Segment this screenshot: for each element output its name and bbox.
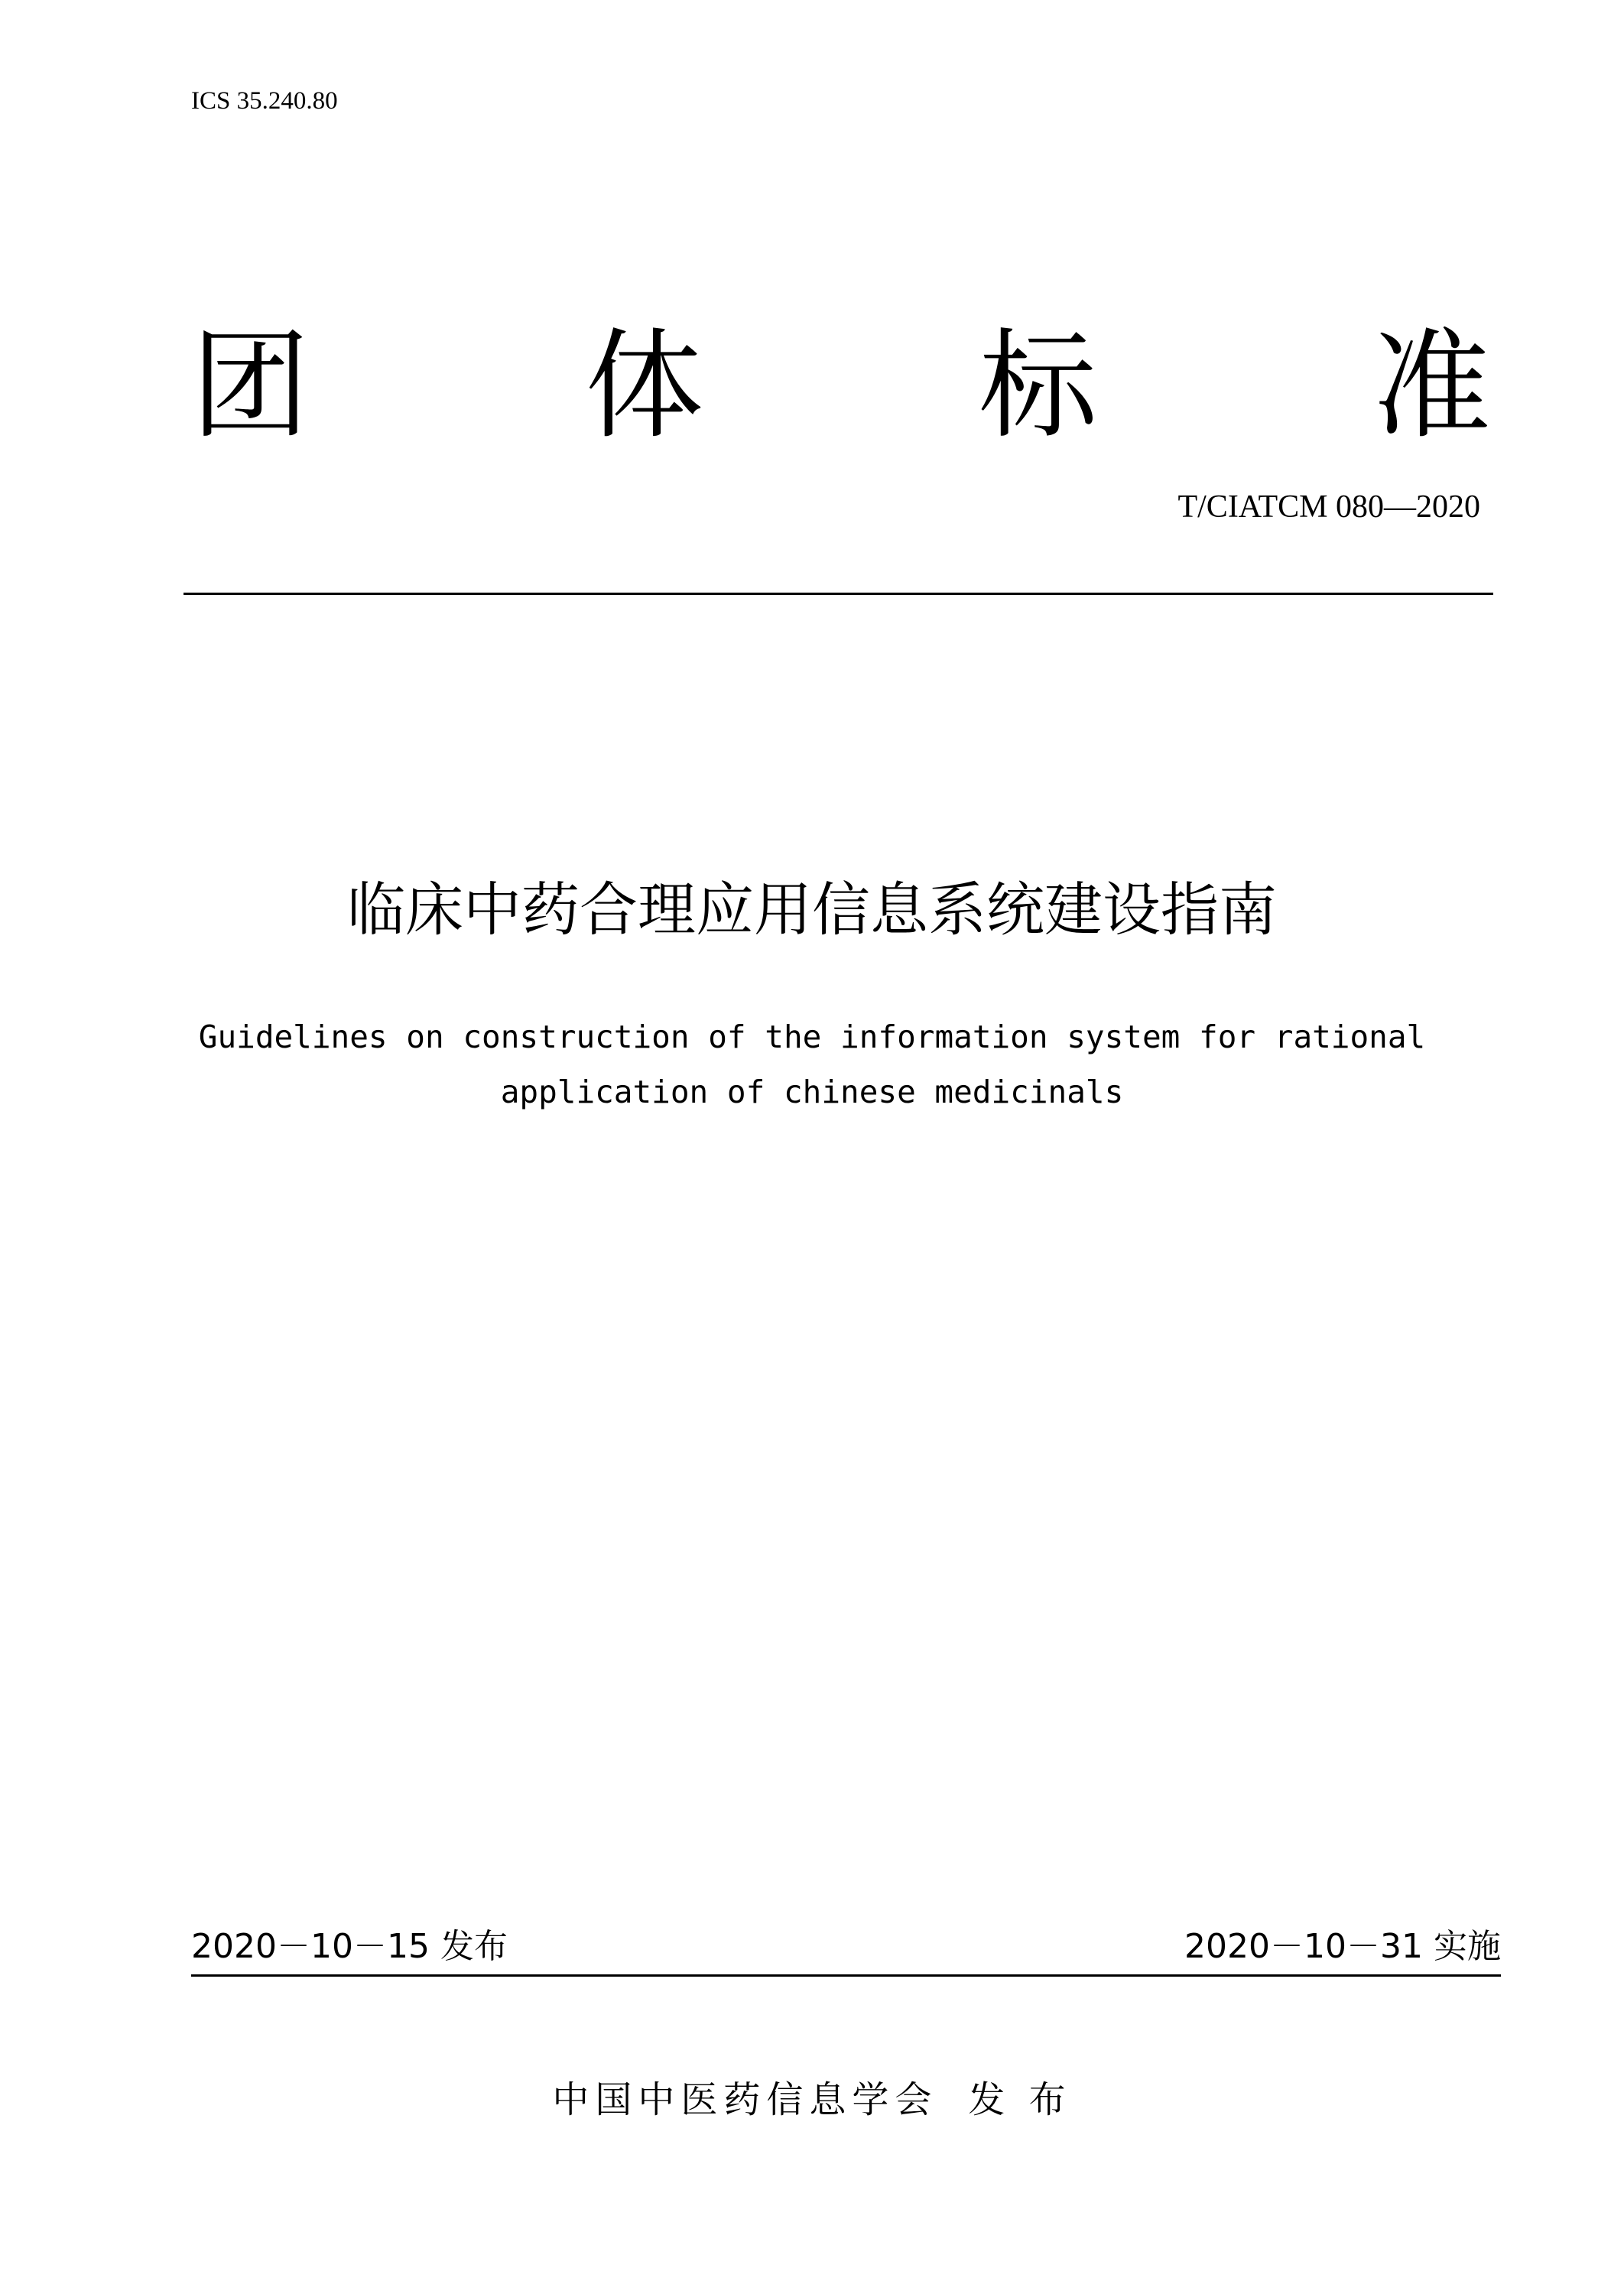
english-title <box>0 1009 1624 1119</box>
date-row <box>191 1923 1501 1971</box>
document-type-char: 标 <box>979 317 1097 455</box>
standard-number: T/CIATCM 080—2020 <box>1177 489 1480 525</box>
document-type-heading <box>191 314 1491 459</box>
top-divider <box>184 593 1493 595</box>
release-date: 2020－10－15 发布 <box>191 1927 508 1966</box>
english-title-line: application of chinese medicinals <box>500 1074 1124 1110</box>
publish-label: 发 布 <box>968 2078 1072 2121</box>
bottom-divider <box>191 1974 1501 1977</box>
chinese-title: 临床中药合理应用信息系统建设指南 <box>347 876 1277 944</box>
document-type-char: 团 <box>191 317 310 455</box>
publisher-name: 中国中医药信息学会 <box>552 2078 938 2121</box>
document-type-char: 准 <box>1372 317 1491 455</box>
english-title-line: Guidelines on construction of the information system for rational <box>198 1019 1426 1055</box>
document-type-char: 体 <box>585 317 703 455</box>
implementation-date: 2020－10－31 实施 <box>1184 1927 1501 1966</box>
ics-code: ICS 35.240.80 <box>191 87 338 115</box>
publisher-line <box>0 2072 1624 2127</box>
